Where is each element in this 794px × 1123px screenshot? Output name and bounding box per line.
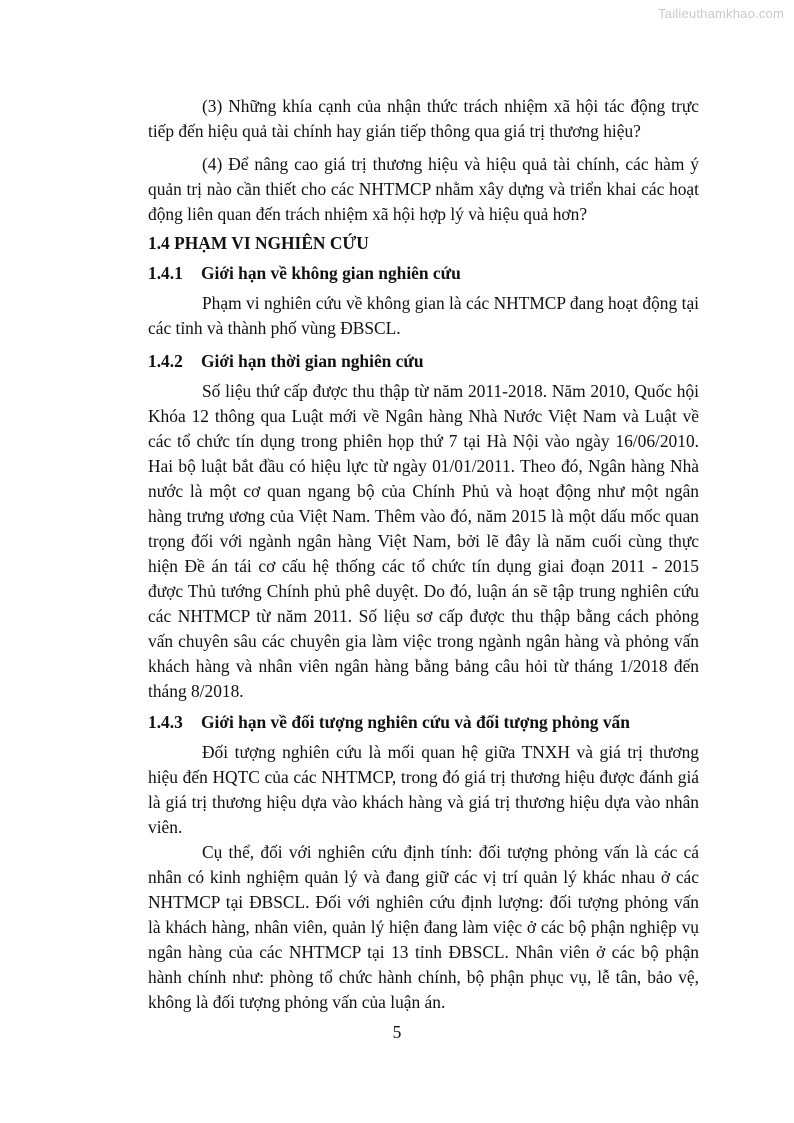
subsection-number: 1.4.2 (148, 351, 183, 371)
paragraph-line: Số liệu thứ cấp được thu thập từ năm 2011-2018. Năm 2010, Quốc hội (202, 381, 699, 401)
section-heading (148, 233, 369, 253)
paragraph-line: viên. (148, 817, 183, 837)
subsection-title: Giới hạn về đối tượng nghiên cứu và đối tượng phỏng vấn (201, 712, 630, 732)
paragraph-line: tiếp đến hiệu quả tài chính hay gián tiếp thông qua giá trị thương hiệu? (148, 121, 641, 141)
paragraph-line: các NHTMCP từ năm 2011. Số liệu sơ cấp được thu thập bằng cách phỏng (148, 606, 699, 626)
paragraph-line: tháng 8/2018. (148, 681, 244, 701)
paragraph-line: hành chính như: phòng tổ chức hành chính, bộ phận phục vụ, lễ tân, bảo vệ, (148, 967, 699, 987)
section-number: 1.4 (148, 233, 170, 253)
paragraph-line: được Thủ tướng Chính phủ phê duyệt. Do đó, luận án sẽ tập trung nghiên cứu (148, 581, 699, 601)
page-number: 5 (392, 1022, 402, 1042)
paragraph-line: NHTMCP tại ĐBSCL. Đối với nghiên cứu định lượng: đối tượng phỏng vấn (148, 892, 699, 912)
paragraph-line: Khóa 12 thông qua Luật mới về Ngân hàng Nhà Nước Việt Nam và Luật về (148, 406, 699, 426)
paragraph-line: nhân có kinh nghiệm quản lý và đang giữ các vị trí quản lý khác nhau ở các (148, 867, 699, 887)
paragraph-line: quản trị nào cần thiết cho các NHTMCP nhằm xây dựng và triển khai các hoạt (148, 179, 699, 199)
subsection-title: Giới hạn về không gian nghiên cứu (201, 263, 461, 283)
paragraph-line: hàng trưng ương của Việt Nam. Thêm vào đó, năm 2015 là một dấu mốc quan (148, 506, 699, 526)
section-title: PHẠM VI NGHIÊN CỨU (174, 233, 369, 253)
subsection-heading (148, 263, 461, 283)
paragraph-line: Cụ thể, đối với nghiên cứu định tính: đối tượng phỏng vấn là các cá (202, 842, 699, 862)
paragraph-line: khách hàng và nhân viên ngân hàng bằng bảng câu hỏi từ tháng 1/2018 đến (148, 656, 699, 676)
paragraph-line: Phạm vi nghiên cứu về không gian là các NHTMCP đang hoạt động tại (202, 293, 699, 313)
paragraph-line: (4) Để nâng cao giá trị thương hiệu và hiệu quả tài chính, các hàm ý (202, 154, 699, 174)
paragraph-line: nước là một cơ quan ngang bộ của Chính Phủ và hoạt động như một ngân (148, 481, 699, 501)
paragraph-line: (3) Những khía cạnh của nhận thức trách nhiệm xã hội tác động trực (202, 96, 699, 116)
subsection-heading (148, 351, 424, 371)
paragraph-line: trọng đối với ngành ngân hàng Việt Nam, bởi lẽ đây là năm cuối cùng thực (148, 531, 699, 551)
subsection-number: 1.4.3 (148, 712, 183, 732)
paragraph-line: là khách hàng, nhân viên, quản lý hiện đang làm việc ở các bộ phận nghiệp vụ (148, 917, 699, 937)
paragraph-line: các tổ chức tín dụng trong phiên họp thứ 7 tại Hà Nội vào ngày 16/06/2010. (148, 431, 699, 451)
paragraph-line: hiện Đề án tái cơ cấu hệ thống các tổ chức tín dụng giai đoạn 2011 - 2015 (148, 556, 699, 576)
paragraph-line: Đối tượng nghiên cứu là mối quan hệ giữa TNXH và giá trị thương (202, 742, 699, 762)
subsection-title: Giới hạn thời gian nghiên cứu (201, 351, 424, 371)
subsection-number: 1.4.1 (148, 263, 183, 283)
paragraph-line: là giá trị thương hiệu dựa vào khách hàng và giá trị thương hiệu dựa vào nhân (148, 792, 699, 812)
paragraph-line: vấn chuyên sâu các chuyên gia làm việc trong ngành ngân hàng và phỏng vấn (148, 631, 699, 651)
paragraph-line: ngân hàng của các NHTMCP tại 13 tỉnh ĐBSCL. Nhân viên ở các bộ phận (148, 942, 699, 962)
paragraph-line: các tỉnh và thành phố vùng ĐBSCL. (148, 318, 401, 338)
paragraph-line: động liên quan đến trách nhiệm xã hội hợp lý và hiệu quả hơn? (148, 204, 588, 224)
subsection-heading (148, 712, 630, 732)
watermark: Tailieuthamkhao.com (658, 6, 784, 21)
paragraph-line: Hai bộ luật bắt đầu có hiệu lực từ ngày 01/01/2011. Theo đó, Ngân hàng Nhà (148, 456, 699, 476)
paragraph-line: không là đối tượng phỏng vấn của luận án. (148, 992, 446, 1012)
paragraph-line: hiệu đến HQTC của các NHTMCP, trong đó giá trị thương hiệu được đánh giá (148, 767, 699, 787)
